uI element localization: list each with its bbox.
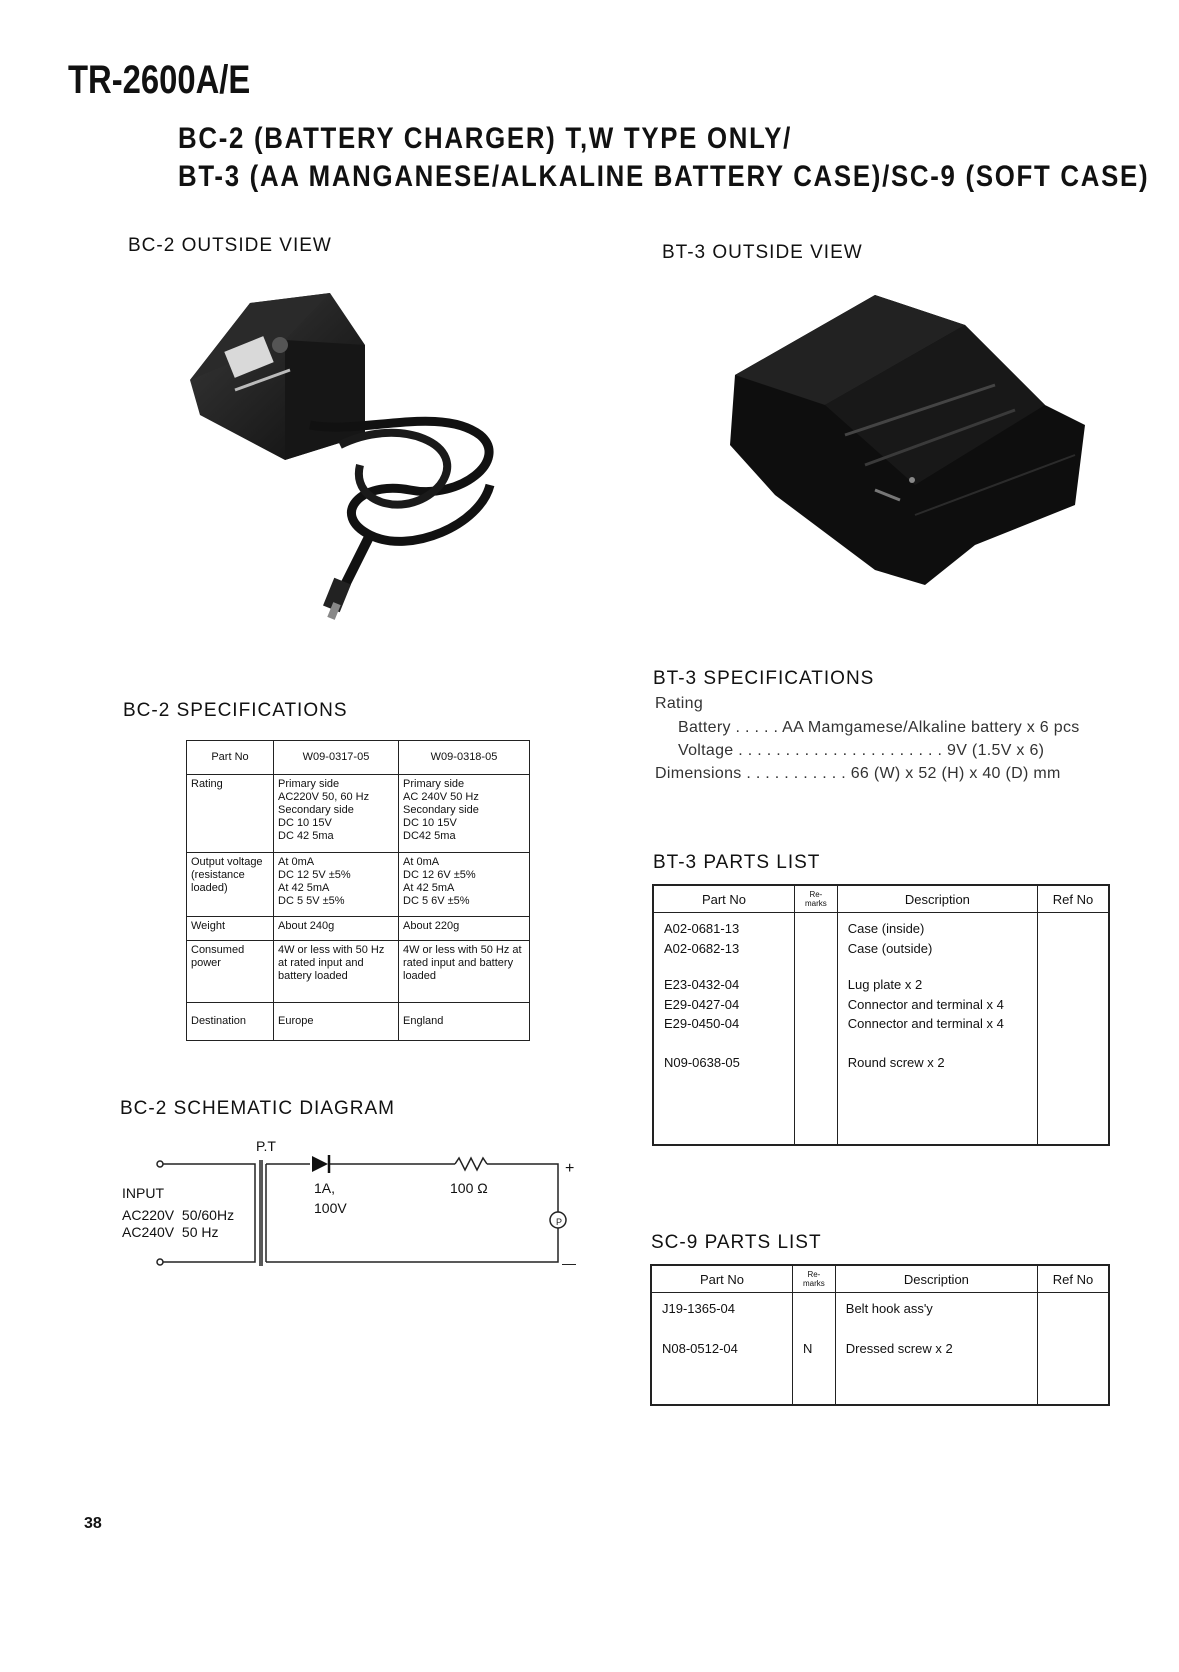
page-title-line-2: BT-3 (AA MANGANESE/ALKALINE BATTERY CASE)/SC-9 (SOFT CASE) <box>178 160 1150 193</box>
table-cell <box>274 853 399 917</box>
table-header-cell: Part No <box>651 1265 793 1293</box>
table-cell <box>846 1319 1027 1339</box>
cell-line: DC 12 5V ±5% <box>278 869 351 881</box>
cell-line: Secondary side <box>403 804 479 816</box>
cell-line: DC 5 5V ±5% <box>278 895 345 907</box>
bt3-parts-table <box>652 884 1110 1146</box>
table-header-cell: Ref No <box>1038 885 1110 913</box>
table-cell: E29-0450-04 <box>664 1016 740 1031</box>
remarks-column <box>793 1293 836 1405</box>
table-cell: A02-0681-13 <box>664 921 740 936</box>
cell-line: DC 42 5ma <box>278 830 334 842</box>
table-cell: N <box>803 1341 813 1356</box>
bc2-spec-table <box>186 740 530 1041</box>
row-label: Destination <box>187 1003 274 1041</box>
row-label: Output voltage (resistance loaded) <box>187 853 274 917</box>
table-cell <box>664 958 784 975</box>
bt3-voltage-spec: Voltage . . . . . . . . . . . . . . . . . . . . . . 9V (1.5V x 6) <box>678 742 1045 759</box>
bc2-specifications-heading: BC-2 SPECIFICATIONS <box>123 700 348 721</box>
bc2-schematic-heading: BC-2 SCHEMATIC DIAGRAM <box>120 1098 396 1119</box>
table-cell: A02-0682-13 <box>664 940 740 956</box>
table-cell: J19-1365-04 <box>662 1301 735 1316</box>
table-cell <box>803 1299 825 1319</box>
table-cell: 4W or less with 50 Hz at rated input and battery loaded <box>274 941 399 1003</box>
cell-line: DC 5 6V ±5% <box>403 895 470 907</box>
cell-line: DC 12 6V ±5% <box>403 869 476 881</box>
table-cell: Dressed screw x 2 <box>845 1341 953 1356</box>
part-no-column <box>653 913 795 1145</box>
table-cell <box>399 853 530 917</box>
table-cell <box>662 1319 782 1339</box>
table-cell <box>848 1034 1027 1053</box>
table-header-cell: Ref No <box>1038 1265 1110 1293</box>
bt3-parts-list-heading: BT-3 PARTS LIST <box>653 852 821 873</box>
cell-line: At 0mA <box>403 856 440 868</box>
transformer-label: P.T <box>256 1138 276 1154</box>
cell-line: At 42 5mA <box>278 882 330 894</box>
row-label: Weight <box>187 917 274 941</box>
table-cell <box>803 1319 825 1339</box>
table-header-cell: Description <box>835 1265 1037 1293</box>
description-column <box>837 913 1037 1145</box>
table-cell <box>848 958 1027 975</box>
table-cell: England <box>399 1003 530 1041</box>
table-cell: Europe <box>274 1003 399 1041</box>
sc9-parts-list-heading: SC-9 PARTS LIST <box>651 1232 822 1253</box>
table-cell: About 240g <box>274 917 399 941</box>
table-header-cell: Re-marks <box>793 1265 836 1293</box>
plus-terminal-label: + <box>565 1160 575 1177</box>
table-cell: Connector and terminal x 4 <box>847 996 1004 1012</box>
table-header-cell: Re-marks <box>795 885 838 913</box>
bt3-specifications-heading: BT-3 SPECIFICATIONS <box>653 668 875 689</box>
cell-line: Primary side <box>278 778 340 790</box>
ref-no-column <box>1038 1293 1110 1405</box>
table-cell: N09-0638-05 <box>664 1054 740 1070</box>
bt3-outside-view-heading: BT-3 OUTSIDE VIEW <box>662 242 863 263</box>
table-cell <box>664 1034 784 1053</box>
cell-line: Secondary side <box>278 804 354 816</box>
table-cell: E23-0432-04 <box>664 977 740 992</box>
table-cell: Round screw x 2 <box>847 1054 945 1070</box>
table-cell: About 220g <box>399 917 530 941</box>
table-cell: 4W or less with 50 Hz at rated input and battery loaded <box>399 941 530 1003</box>
diode-voltage-label: 100V <box>314 1200 347 1216</box>
part-no-column <box>651 1293 793 1405</box>
table-cell: Belt hook ass'y <box>845 1301 933 1316</box>
table-header-cell: W09-0318-05 <box>399 741 530 775</box>
cell-line: AC220V 50, 60 Hz <box>278 791 370 803</box>
row-label: Consumed power <box>187 941 274 1003</box>
cell-line: AC 240V 50 Hz <box>403 791 479 803</box>
table-cell <box>399 775 530 853</box>
cell-line: Primary side <box>403 778 465 790</box>
page-title-line-1: BC-2 (BATTERY CHARGER) T,W TYPE ONLY/ <box>178 122 793 155</box>
table-cell <box>274 775 399 853</box>
description-column <box>835 1293 1037 1405</box>
remarks-column <box>795 913 838 1145</box>
input-ac-220-label: AC220V 50/60Hz <box>122 1207 235 1223</box>
model-title: TR-2600A/E <box>68 58 251 102</box>
table-cell: Connector and terminal x 4 <box>847 1016 1004 1031</box>
minus-terminal-label: — <box>562 1255 576 1271</box>
table-header-cell: Part No <box>187 741 274 775</box>
row-label: Rating <box>187 775 274 853</box>
table-header-cell: Part No <box>653 885 795 913</box>
table-cell: Case (outside) <box>847 940 933 956</box>
bt3-battery-case-photo <box>715 285 1095 595</box>
bt3-rating-label: Rating <box>655 695 704 712</box>
input-ac-240-label: AC240V 50 Hz <box>122 1224 219 1240</box>
bc2-outside-view-heading: BC-2 OUTSIDE VIEW <box>128 235 332 256</box>
cell-line: DC42 5ma <box>403 830 456 842</box>
sc9-parts-table <box>650 1264 1110 1406</box>
table-cell: Lug plate x 2 <box>847 977 923 992</box>
table-header-cell: Description <box>837 885 1037 913</box>
bt3-dimensions-spec: Dimensions . . . . . . . . . . . 66 (W) x 52 (H) x 40 (D) mm <box>655 765 1061 782</box>
resistor-label: 100 Ω <box>450 1180 488 1196</box>
cell-line: At 42 5mA <box>403 882 455 894</box>
input-label: INPUT <box>122 1185 164 1201</box>
ref-no-column <box>1038 913 1110 1145</box>
table-cell: N08-0512-04 <box>662 1341 738 1356</box>
cell-line: DC 10 15V <box>278 817 332 829</box>
table-cell: E29-0427-04 <box>664 996 740 1012</box>
table-header-cell: W09-0317-05 <box>274 741 399 775</box>
diode-rating-label: 1A, <box>314 1180 336 1196</box>
page-number: 38 <box>84 1515 102 1532</box>
bc2-charger-photo <box>180 285 540 645</box>
svg-text:P: P <box>556 1217 563 1227</box>
table-cell: Case (inside) <box>847 921 925 936</box>
cell-line: At 0mA <box>278 856 315 868</box>
bt3-battery-spec: Battery . . . . . AA Mamgamese/Alkaline battery x 6 pcs <box>678 719 1080 736</box>
cell-line: DC 10 15V <box>403 817 457 829</box>
